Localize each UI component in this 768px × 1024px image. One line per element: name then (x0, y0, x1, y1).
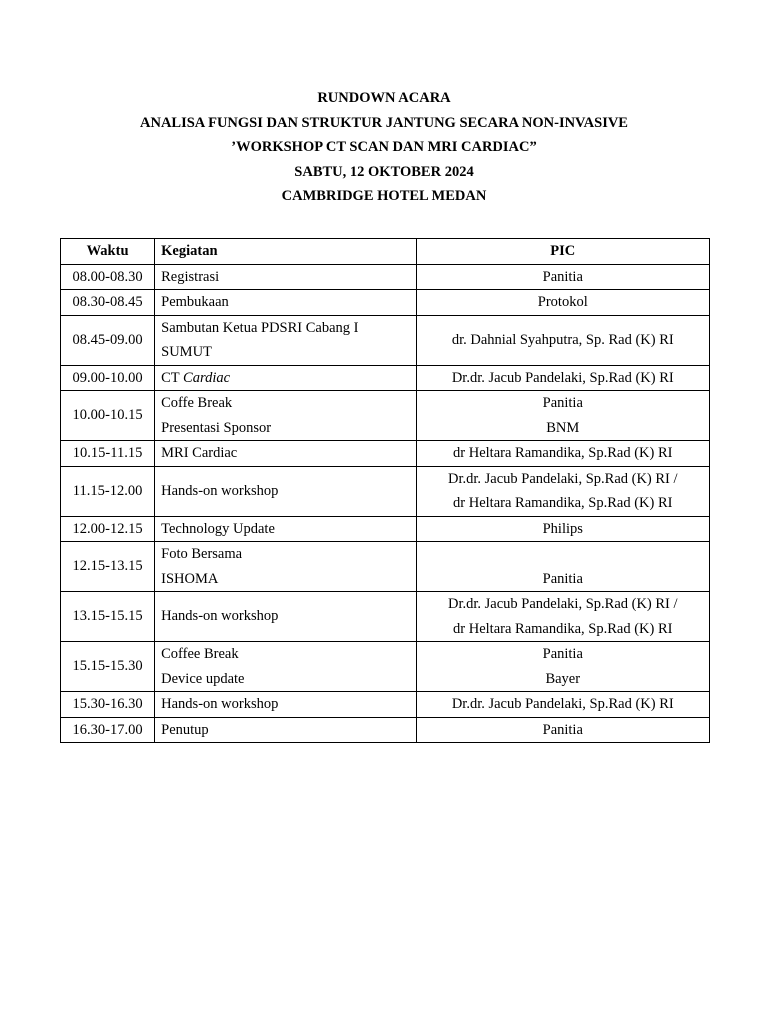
table-row (61, 441, 710, 467)
activity-cell (155, 592, 416, 642)
activity-cell (155, 391, 416, 441)
activity-line (161, 366, 409, 391)
time-cell: 15.30-16.30 (61, 692, 155, 718)
time-cell: 08.30-08.45 (61, 290, 155, 316)
time-cell: 10.15-11.15 (61, 441, 155, 467)
activity-cell (155, 542, 416, 592)
pic-cell (416, 365, 709, 391)
time-cell: 10.00-10.15 (61, 391, 155, 441)
document-header (0, 86, 768, 209)
pic-line: Bayer (545, 670, 581, 687)
table-row (61, 391, 710, 441)
document-subtitle: ANALISA FUNGSI DAN STRUKTUR JANTUNG SECARA NON-INVASIVE (140, 114, 628, 131)
pic-line: Panitia (542, 570, 583, 587)
activity-text-italic: Cardiac (183, 369, 231, 386)
activity-line: Hands-on workshop (161, 608, 279, 625)
activity-line: MRI Cardiac (161, 445, 238, 461)
activity-cell (155, 692, 416, 718)
schedule-table (60, 238, 710, 743)
activity-line: Penutup (161, 721, 209, 738)
activity-line: Device update (161, 670, 245, 687)
pic-line: Dr.dr. Jacub Pandelaki, Sp.Rad (K) RI (451, 696, 674, 712)
pic-cell (416, 542, 709, 592)
pic-cell (416, 290, 709, 316)
activity-line: ISHOMA (161, 570, 219, 587)
pic-line: Panitia (542, 395, 583, 411)
event-date: SABTU, 12 OKTOBER 2024 (294, 163, 474, 180)
table-row (61, 542, 710, 592)
activity-line: Coffe Break (161, 395, 233, 411)
table-row (61, 692, 710, 718)
table-header-row (61, 239, 710, 265)
activity-cell (155, 315, 416, 365)
pic-cell (416, 692, 709, 718)
pic-line (423, 542, 703, 567)
pic-cell (416, 441, 709, 467)
pic-line: dr Heltara Ramandika, Sp.Rad (K) RI (453, 620, 673, 637)
activity-cell (155, 466, 416, 516)
document-title: RUNDOWN ACARA (317, 90, 451, 106)
activity-cell (155, 290, 416, 316)
activity-cell (155, 516, 416, 542)
time-cell: 08.45-09.00 (61, 315, 155, 365)
pic-line: dr Heltara Ramandika, Sp.Rad (K) RI (453, 495, 673, 511)
activity-line: Registrasi (161, 268, 220, 285)
activity-cell (155, 717, 416, 743)
pic-cell (416, 315, 709, 365)
activity-cell (155, 441, 416, 467)
column-header-pic: PIC (416, 239, 709, 265)
pic-line: BNM (546, 419, 580, 436)
activity-cell (155, 264, 416, 290)
activity-line: Technology Update (161, 520, 275, 537)
table-row (61, 516, 710, 542)
time-cell: 16.30-17.00 (61, 717, 155, 743)
pic-line: Panitia (542, 721, 583, 738)
activity-line: Foto Bersama (161, 546, 243, 562)
pic-line: Protokol (537, 294, 588, 310)
time-cell: 15.15-15.30 (61, 642, 155, 692)
time-cell: 08.00-08.30 (61, 264, 155, 290)
table-row (61, 466, 710, 516)
pic-cell (416, 592, 709, 642)
time-cell: 09.00-10.00 (61, 365, 155, 391)
schedule-body (61, 264, 710, 743)
time-cell: 12.00-12.15 (61, 516, 155, 542)
pic-line: Dr.dr. Jacub Pandelaki, Sp.Rad (K) RI (451, 369, 674, 386)
column-header-waktu: Waktu (61, 239, 155, 265)
pic-cell (416, 717, 709, 743)
time-cell: 13.15-15.15 (61, 592, 155, 642)
table-row (61, 717, 710, 743)
pic-cell (416, 466, 709, 516)
activity-line: Hands-on workshop (161, 482, 279, 499)
activity-line: Sambutan Ketua PDSRI Cabang I (161, 319, 359, 336)
table-row (61, 642, 710, 692)
activity-line: Presentasi Sponsor (161, 419, 272, 436)
activity-line: Pembukaan (161, 294, 229, 310)
event-venue: CAMBRIDGE HOTEL MEDAN (281, 188, 487, 204)
activity-line: Hands-on workshop (161, 696, 279, 712)
table-row (61, 290, 710, 316)
pic-line: Dr.dr. Jacub Pandelaki, Sp.Rad (K) RI / (447, 596, 678, 612)
pic-cell (416, 391, 709, 441)
pic-cell (416, 516, 709, 542)
pic-line: Philips (542, 520, 583, 537)
table-row (61, 365, 710, 391)
table-row (61, 315, 710, 365)
activity-cell (155, 365, 416, 391)
table-row (61, 592, 710, 642)
time-cell: 11.15-12.00 (61, 466, 155, 516)
workshop-name: ’WORKSHOP CT SCAN DAN MRI CARDIAC” (231, 139, 537, 155)
pic-line: Panitia (542, 646, 583, 662)
pic-line: dr Heltara Ramandika, Sp.Rad (K) RI (453, 445, 673, 461)
activity-line: Coffee Break (161, 646, 239, 662)
activity-line: SUMUT (161, 344, 212, 360)
activity-text: CT (161, 369, 180, 386)
pic-line: Panitia (542, 268, 583, 285)
pic-line: Dr.dr. Jacub Pandelaki, Sp.Rad (K) RI / (447, 470, 678, 487)
table-row (61, 264, 710, 290)
column-header-kegiatan: Kegiatan (155, 239, 416, 265)
pic-cell (416, 264, 709, 290)
pic-line: dr. Dahnial Syahputra, Sp. Rad (K) RI (451, 331, 674, 348)
time-cell: 12.15-13.15 (61, 542, 155, 592)
pic-cell (416, 642, 709, 692)
activity-cell (155, 642, 416, 692)
